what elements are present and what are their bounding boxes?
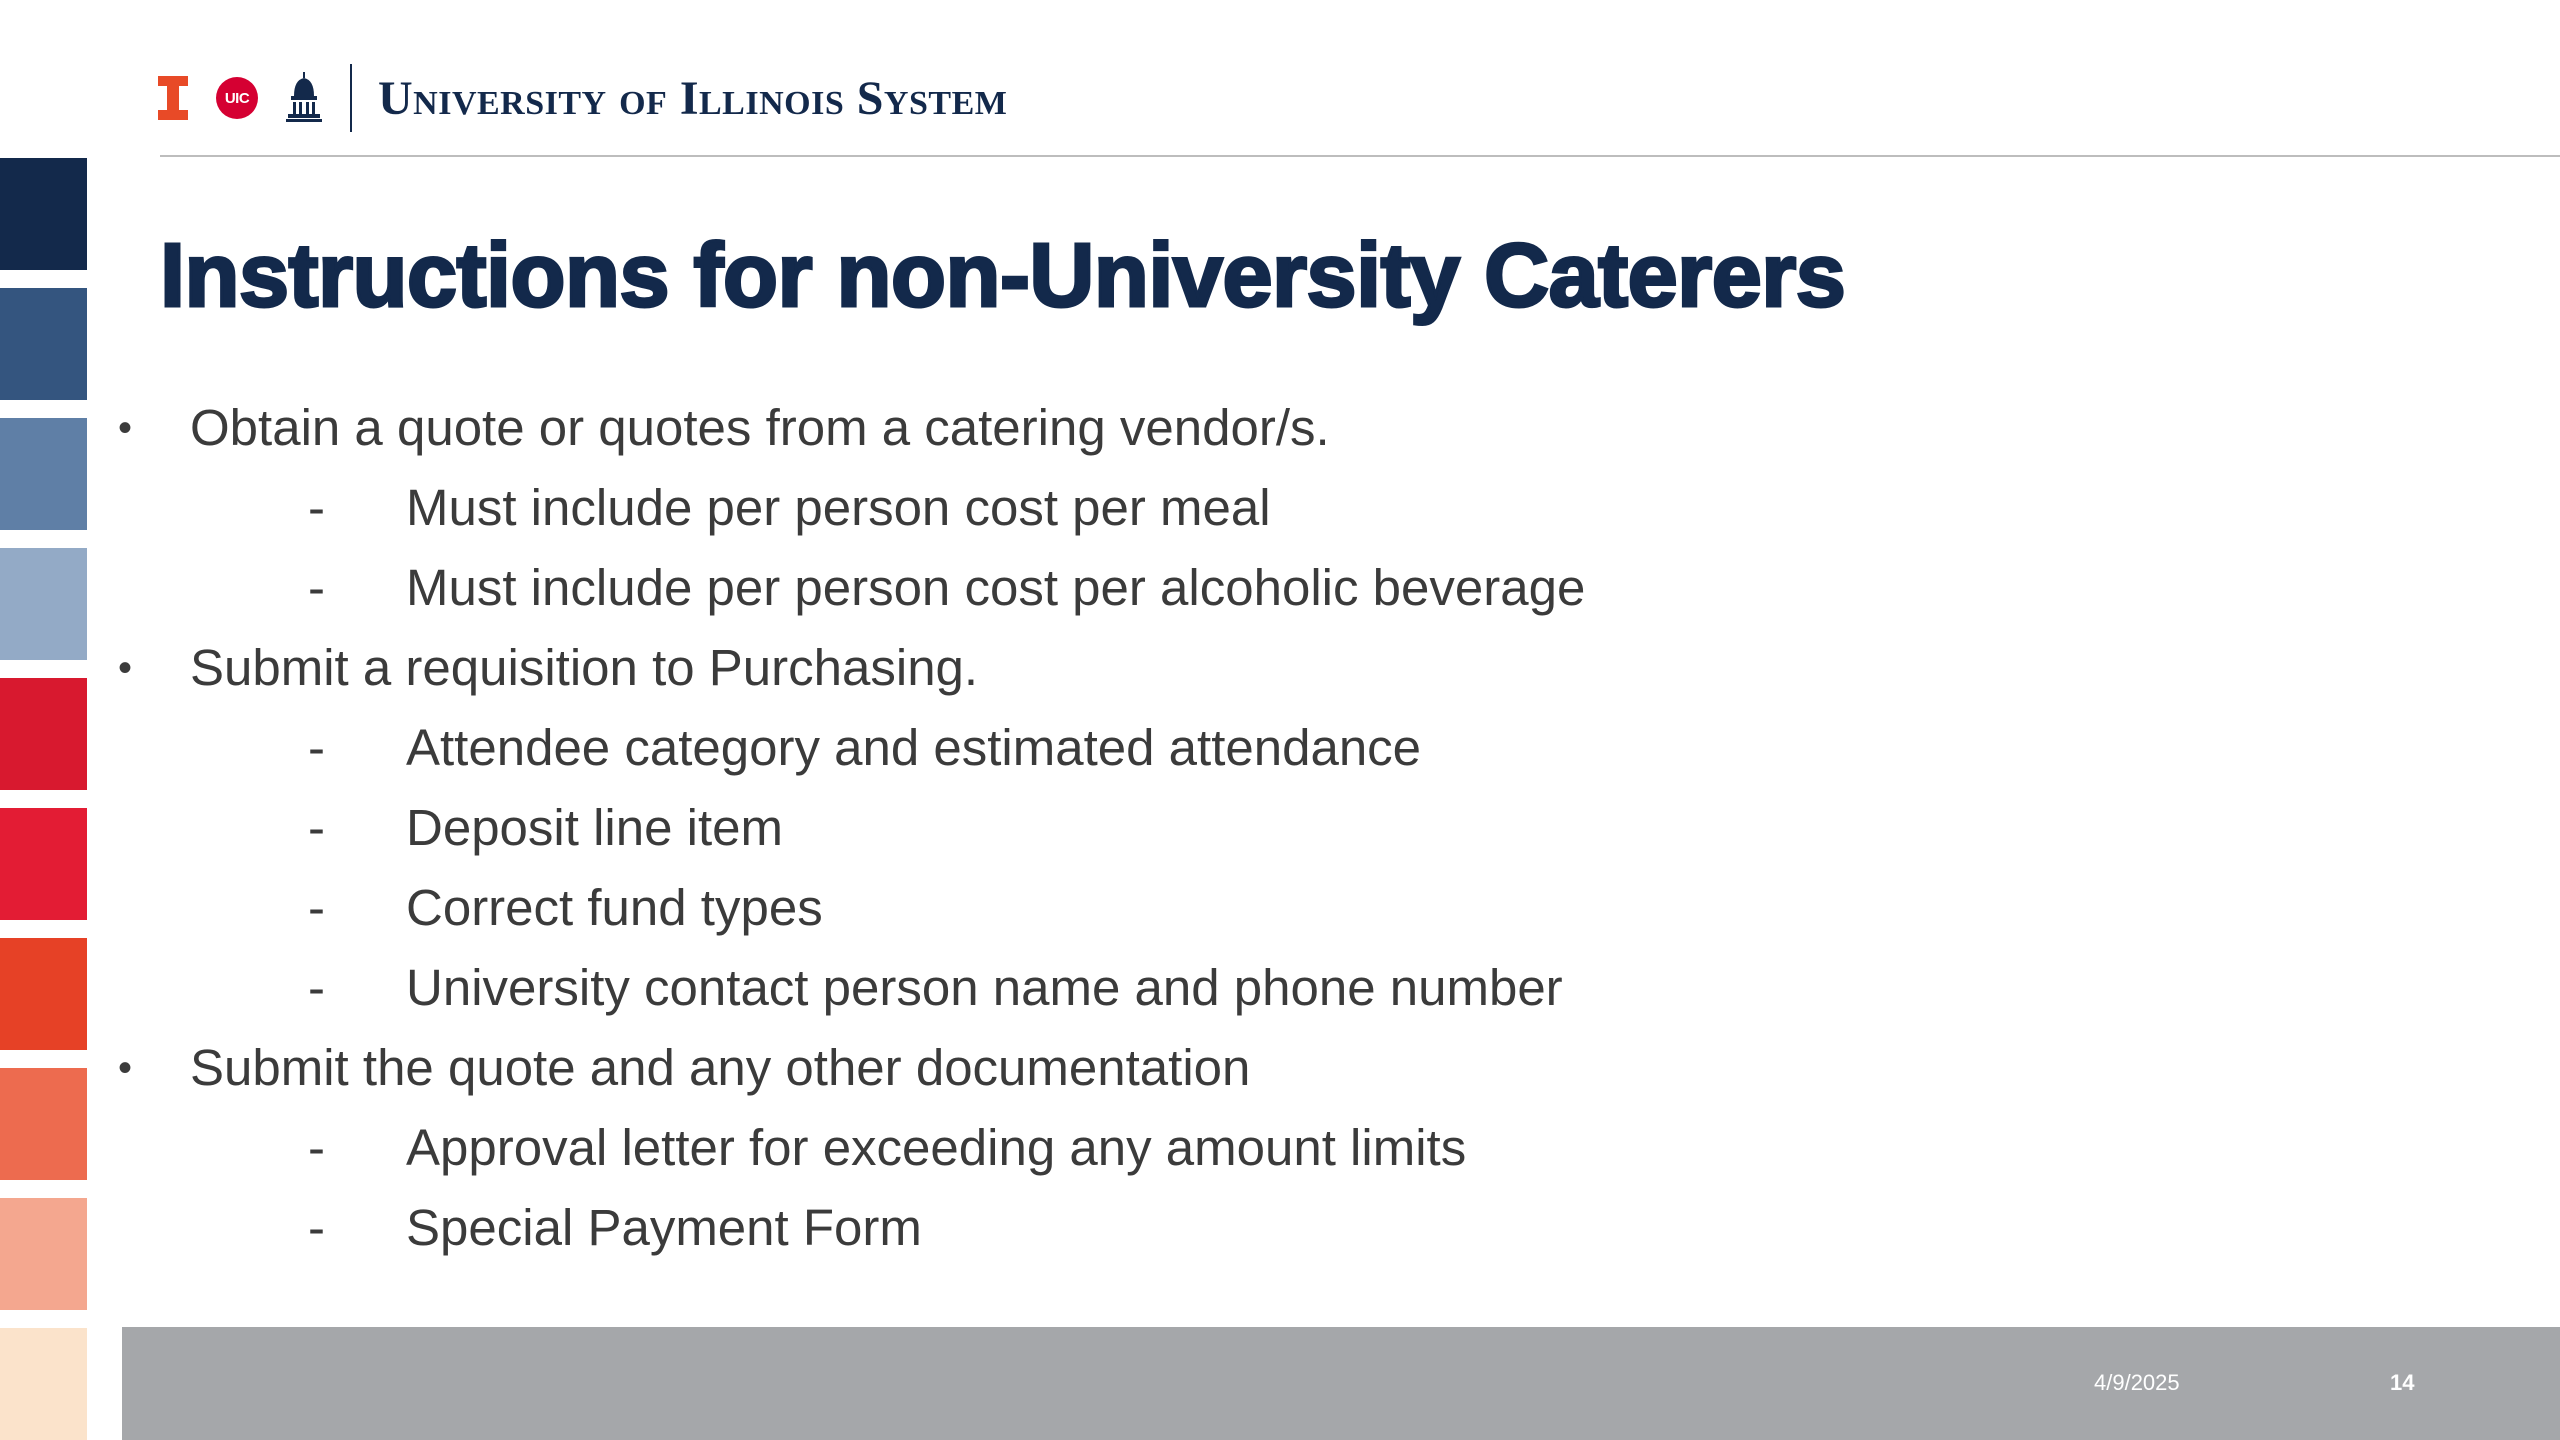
bullet-text: Obtain a quote or quotes from a catering vendor/s. [190,399,1330,456]
system-name: University of Illinois System [378,71,1008,125]
bullet-list [0,392,2400,1272]
slide-title: Instructions for non-University Caterers [160,226,1846,326]
sub-bullet-item [0,472,2400,552]
footer-date: 4/9/2025 [2094,1370,2180,1395]
bullet-marker: • [118,1046,133,1090]
bullet-text: Must include per person cost per meal [406,479,1271,536]
bullet-text: Special Payment Form [406,1199,922,1256]
bullet-text: Submit a requisition to Purchasing. [190,639,979,696]
dash-marker: - [308,799,325,856]
uis-capitol-dome-logo [284,72,324,124]
header-divider [350,64,352,132]
bullet-item [0,392,2400,472]
sub-bullet-item [0,952,2400,1032]
dash-marker: - [308,479,325,536]
dash-marker: - [308,559,325,616]
bullet-item [0,1032,2400,1112]
color-block [0,1328,87,1440]
uic-logo-text: UIC [224,89,250,107]
bullet-text: Deposit line item [406,799,783,856]
illinois-block-i-logo [158,76,188,120]
bullet-text: Approval letter for exceeding any amount limits [406,1119,1467,1176]
slide-footer [122,1327,2560,1440]
uic-logo [216,77,258,119]
dash-marker: - [308,1119,325,1176]
slide-number: 14 [2390,1370,2415,1395]
sub-bullet-item [0,1192,2400,1272]
header-rule [160,155,2560,157]
sub-bullet-item [0,712,2400,792]
dash-marker: - [308,879,325,936]
dash-marker: - [308,1199,325,1256]
sub-bullet-item [0,872,2400,952]
sub-bullet-item [0,1112,2400,1192]
bullet-text: Correct fund types [406,879,823,936]
color-block [0,288,87,400]
bullet-text: Submit the quote and any other documentation [190,1039,1251,1096]
slide-header [158,62,1007,134]
dash-marker: - [308,959,325,1016]
bullet-marker: • [118,646,133,690]
bullet-text: Must include per person cost per alcoholic beverage [406,559,1586,616]
dash-marker: - [308,719,325,776]
color-block [0,158,87,270]
bullet-text: Attendee category and estimated attendance [406,719,1422,776]
sub-bullet-item [0,792,2400,872]
bullet-item [0,632,2400,712]
sub-bullet-item [0,552,2400,632]
bullet-text: University contact person name and phone number [406,959,1563,1016]
bullet-marker: • [118,406,133,450]
